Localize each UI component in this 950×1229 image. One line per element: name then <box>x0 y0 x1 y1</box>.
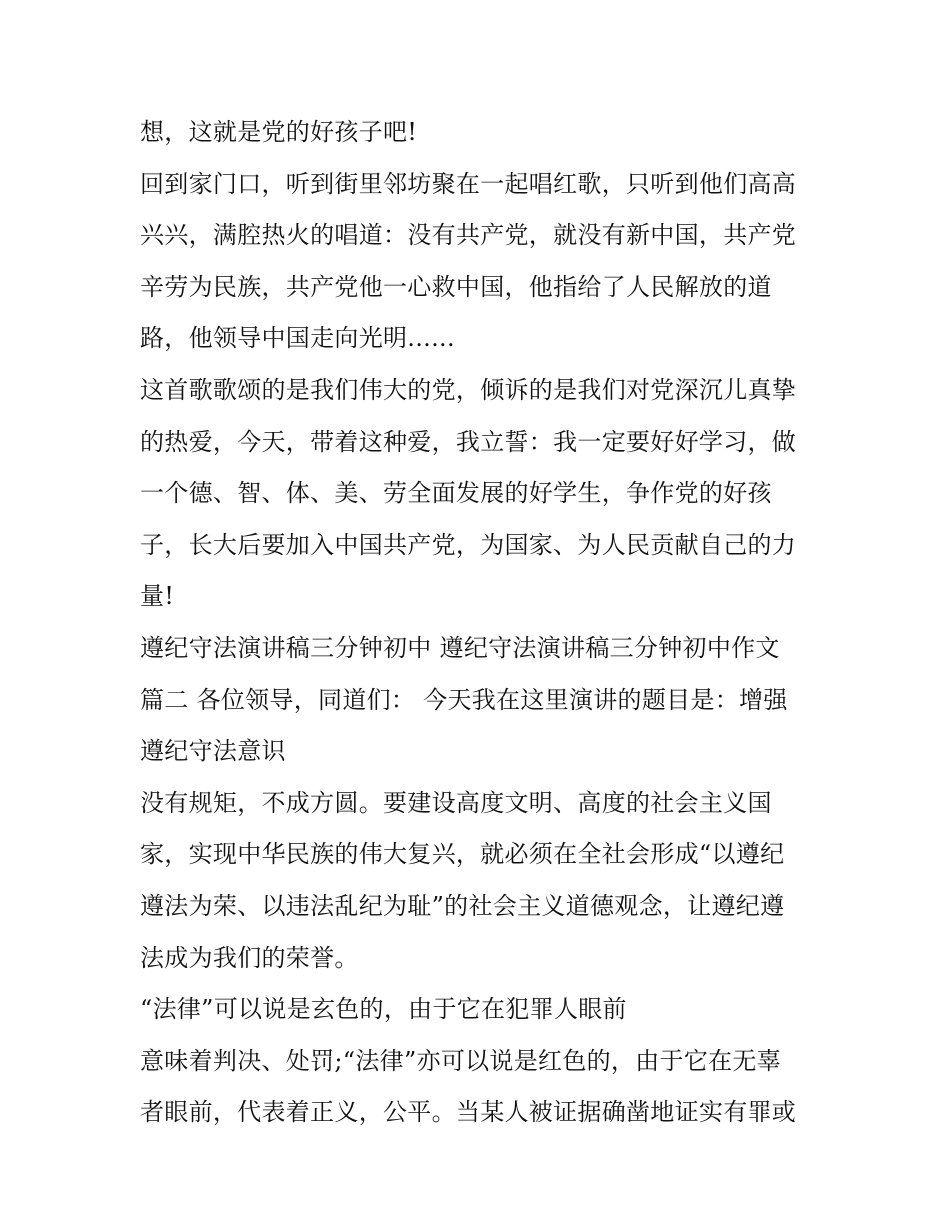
text-line: 这首歌歌颂的是我们伟大的党，倾诉的是我们对党深沉儿真挚 <box>140 375 797 404</box>
text-line: 意味着判决、处罚;“法律”亦可以说是红色的，由于它在无辜 <box>140 1046 782 1075</box>
text-line: 遵法为荣、以违法乱纪为耻”的社会主义道德观念，让遵纪遵 <box>140 891 785 920</box>
text-line: 篇二 各位领导，同道们： 今天我在这里演讲的题目是：增强 <box>140 685 788 714</box>
text-line: 量! <box>140 582 175 611</box>
text-line: 路，他领导中国走向光明...... <box>140 324 455 353</box>
text-line: 家，实现中华民族的伟大复兴，就必须在全社会形成“以遵纪 <box>140 840 785 869</box>
text-line: 兴兴，满腔热火的唱道：没有共产党，就没有新中国，共产党 <box>140 221 797 250</box>
text-line: 子，长大后要加入中国共产党，为国家、为人民贡献自己的力 <box>140 530 797 559</box>
text-line: 者眼前，代表着正义，公平。当某人被证据确凿地证实有罪或 <box>140 1098 797 1127</box>
text-line: 一个德、智、体、美、劳全面发展的好学生，争作党的好孩 <box>140 479 772 508</box>
speech-title-line: 遵纪守法意识 <box>140 737 286 766</box>
text-line: 没有规矩，不成方圆。要建设高度文明、高度的社会主义国 <box>140 788 772 817</box>
text-line: 想，这就是党的好孩子吧! <box>140 118 418 146</box>
text-line: 回到家门口，听到街里邻坊聚在一起唱红歌，只听到他们高高 <box>140 169 797 198</box>
document-body <box>140 107 830 1139</box>
section-heading-line: 遵纪守法演讲稿三分钟初中 遵纪守法演讲稿三分钟初中作文 <box>140 633 780 662</box>
text-line: 法成为我们的荣誉。 <box>140 943 359 972</box>
text-line: 的热爱，今天，带着这种爱，我立誓：我一定要好好学习，做 <box>140 427 797 456</box>
text-line: “法律”可以说是玄色的，由于它在犯罪人眼前 <box>140 995 627 1024</box>
text-line: 辛劳为民族，共产党他一心救中国，他指给了人民解放的道 <box>140 272 772 301</box>
